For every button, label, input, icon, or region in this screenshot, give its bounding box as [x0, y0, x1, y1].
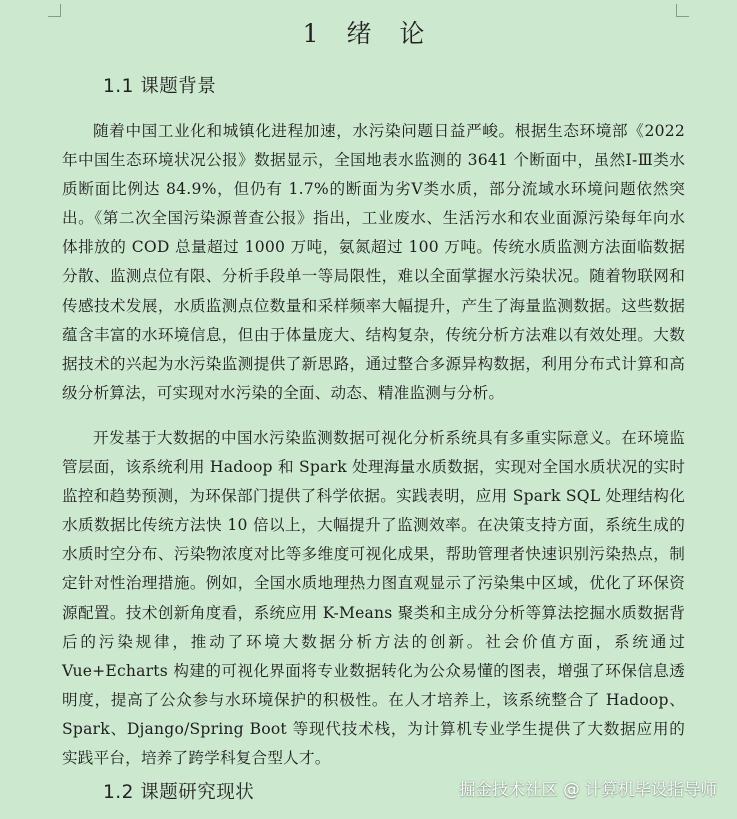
site-watermark: 掘金技术社区 @ 计算机毕设指导师: [459, 780, 717, 799]
section-heading-research-status: 1.2 课题研究现状: [103, 782, 255, 803]
section-heading-background: 1.1 课题背景: [103, 76, 217, 97]
chapter-title: 1 绪 论: [302, 19, 435, 48]
paragraph-background: 随着中国工业化和城镇化进程加速，水污染问题日益严峻。根据生态环境部《2022 年中国生态环境状况公报》数据显示，全国地表水监测的 3641 个断面中，虽然Ⅰ-Ⅲ类水质断面比例达 84.9%，但仍有 1.7%的断面为劣Ⅴ类水质，部分流域水环境问题依然突出。《第二次全国污染源普查公报》指出，工业废水、生活污水和农业面源污染每年向水体排放的 COD 总量超过 1000 万吨，氨氮超过 100 万吨。传统水质监测方法面临数据分散、监测点位有限、分析手段单一等局限性，难以全面掌握水污染状况。随着物联网和传感技术发展，水质监测点位数量和采样频率大幅提升，产生了海量监测数据。这些数据蕴含丰富的水环境信息，但由于体量庞大、结构复杂，传统分析方法难以有效处理。大数据技术的兴起为水污染监测提供了新思路，通过整合多源异构数据，利用分布式计算和高级分析算法，可实现对水污染的全面、动态、精准监测与分析。: [62, 122, 685, 402]
paragraph-significance: 开发基于大数据的中国水污染监测数据可视化分析系统具有多重实际意义。在环境监管层面，该系统利用 Hadoop 和 Spark 处理海量水质数据，实现对全国水质状况的实时监控和趋势预测，为环保部门提供了科学依据。实践表明，应用 Spark SQL 处理结构化水质数据比传统方法快 10 倍以上，大幅提升了监测效率。在决策支持方面，系统生成的水质时空分布、污染物浓度对比等多维度可视化成果，帮助管理者快速识别污染热点，制定针对性治理措施。例如，全国水质地理热力图直观显示了污染集中区域，优化了环保资源配置。技术创新角度看，系统应用 K-Means 聚类和主成分分析等算法挖掘水质数据背后的污染规律，推动了环境大数据分析方法的创新。社会价值方面，系统通过 Vue+Echarts 构建的可视化界面将专业数据转化为公众易懂的图表，增强了环保信息透明度，提高了公众参与水环境保护的积极性。在人才培养上，该系统整合了 Hadoop、Spark、Django/Spring Boot 等现代技术栈，为计算机专业学生提供了大数据应用的实践平台，培养了跨学科复合型人才。: [62, 429, 685, 768]
